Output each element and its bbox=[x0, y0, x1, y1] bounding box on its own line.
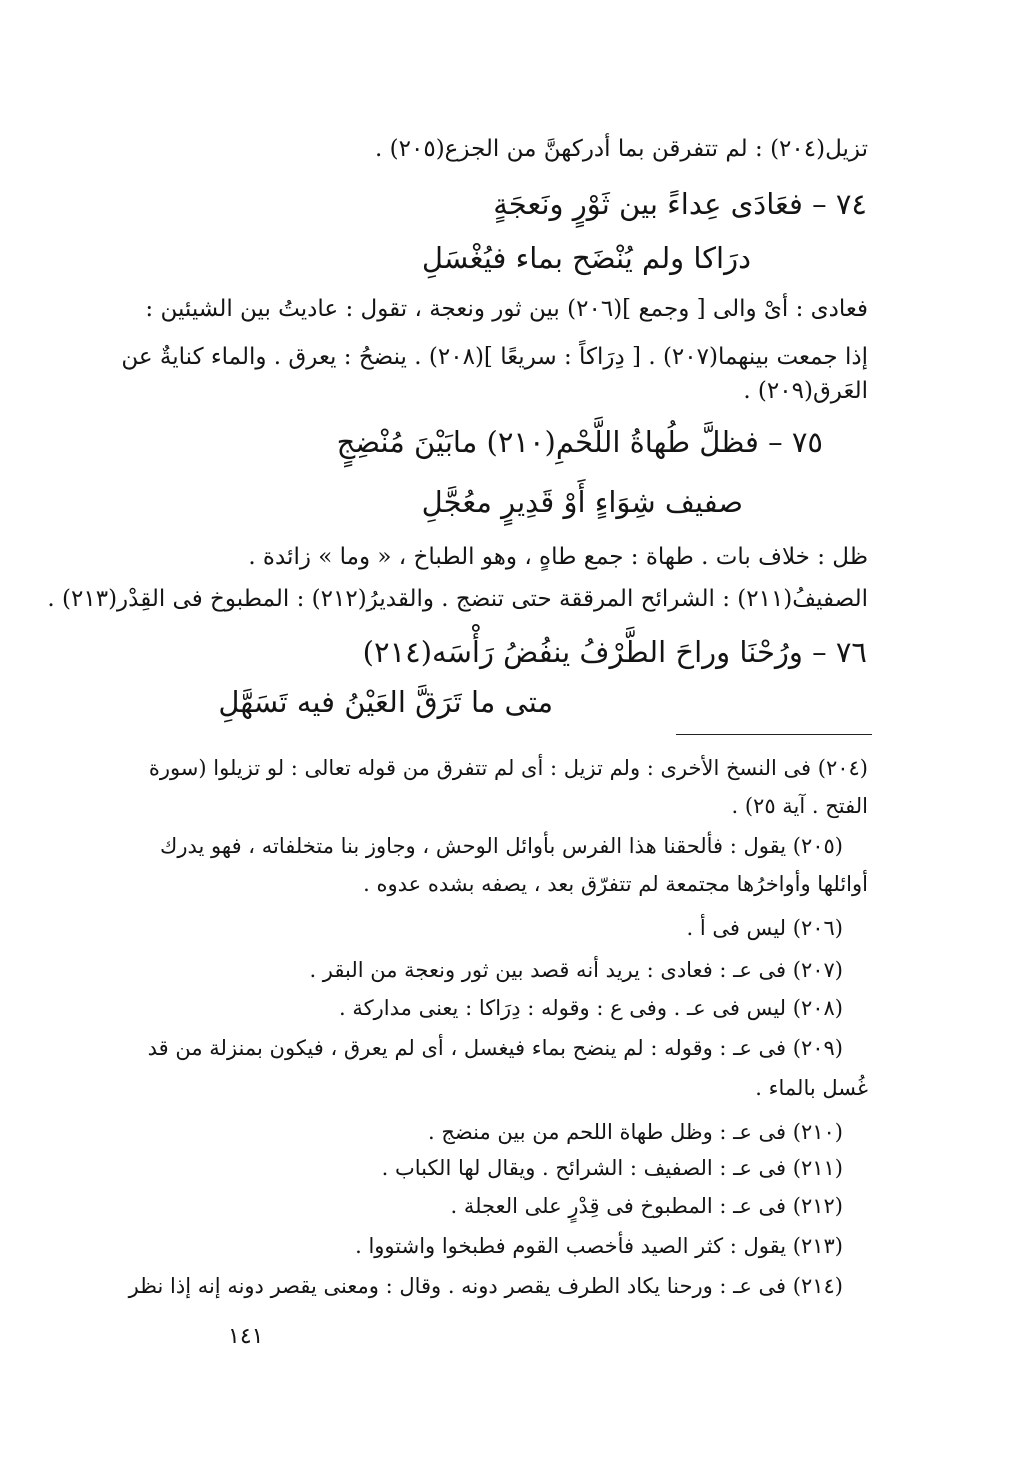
commentary-line: العَرق(٢٠٩) . bbox=[743, 378, 868, 404]
footnote-line: أوائلها وأواخرُها مجتمعة لم تتفرّق بعد ، يصفه بشده عدوه . bbox=[363, 872, 868, 896]
footnote-separator bbox=[676, 734, 872, 735]
footnote-line: (٢٠٦) ليس فى أ . bbox=[686, 916, 843, 940]
footnote-line: (٢١٢) فى عـ : المطبوخ فى قِدْرٍ على العجلة . bbox=[450, 1194, 843, 1218]
footnote-line: (٢١٠) فى عـ : وظل طهاة اللحم من بين منضج . bbox=[428, 1120, 843, 1144]
footnote-line: غُسل بالماء . bbox=[755, 1076, 868, 1100]
footnote-line: (٢١١) فى عـ : الصفيف : الشرائح . ويقال لها الكباب . bbox=[381, 1156, 843, 1180]
text-line: تزيل(٢٠٤) : لم تتفرقن بما أدركهنَّ من الجزع(٢٠٥) . bbox=[375, 136, 868, 162]
verse-74-first-hemistich: ٧٤ – فعَادَى عِداءً بين ثَوْرٍ ونَعجَةٍ bbox=[493, 187, 867, 221]
footnote-line: (٢٠٥) يقول : فألحقنا هذا الفرس بأوائل الوحش ، وجاوز بنا متخلفاته ، فهو يدرك bbox=[160, 834, 843, 858]
verse-74-second-hemistich: درَاكا ولم يُنْضَح بماء فيُغْسَلِ bbox=[421, 241, 751, 275]
verse-76-second-hemistich: متى ما تَرَقَّ العَيْنُ فيه تَسَهَّلِ bbox=[218, 685, 553, 719]
verse-76-first-hemistich: ٧٦ – ورُحْنَا وراحَ الطَّرْفُ ينفُضُ رَأْسَه(٢١٤) bbox=[362, 635, 867, 669]
footnote-line: (٢٠٤) فى النسخ الأخرى : ولم تزيل : أى لم تتفرق من قوله تعالى : لو تزيلوا (سورة bbox=[148, 756, 868, 780]
commentary-line: الصفيفُ(٢١١) : الشرائح المرققة حتى تنضج . والقديرُ(٢١٢) : المطبوخ فى القِدْر(٢١٣) . bbox=[47, 586, 868, 612]
footnote-line: (٢١٣) يقول : كثر الصيد فأخصب القوم فطبخوا واشتووا . bbox=[355, 1234, 843, 1258]
verse-75-first-hemistich: ٧٥ – فظلَّ طُهاةُ اللَّحْمِ(٢١٠) مابَيْنَ مُنْضِجٍ bbox=[336, 425, 823, 459]
footnote-line: (٢٠٩) فى عـ : وقوله : لم ينضح بماء فيغسل ، أى لم يعرق ، فيكون بمنزلة من قد bbox=[147, 1036, 843, 1060]
footnote-line: (٢١٤) فى عـ : ورحنا يكاد الطرف يقصر دونه . وقال : ومعنى يقصر دونه إنه إذا نظر bbox=[128, 1274, 843, 1298]
page-number: ١٤١ bbox=[228, 1324, 264, 1349]
commentary-line: فعادى : أىْ والى [ وجمع ](٢٠٦) بين ثور ونعجة ، تقول : عاديتُ بين الشيئين : bbox=[145, 296, 868, 322]
footnote-line: (٢٠٨) ليس فى عـ . وفى ع : وقوله : دِرَاكا : يعنى مداركة . bbox=[339, 996, 843, 1020]
commentary-line: إذا جمعت بينهما(٢٠٧) . [ دِرَاكاً : سريعًا ](٢٠٨) . ينضحُ : يعرق . والماء كنايةٌ عن bbox=[121, 344, 868, 370]
commentary-line: ظل : خلاف بات . طهاة : جمع طاهٍ ، وهو الطباخ ، « وما » زائدة . bbox=[248, 544, 868, 570]
footnote-line: (٢٠٧) فى عـ : فعادى : يريد أنه قصد بين ثور ونعجة من البقر . bbox=[309, 958, 843, 982]
footnote-line: الفتح . آية ٢٥) . bbox=[731, 794, 868, 818]
verse-75-second-hemistich: صفيف شِوَاءٍ أَوْ قَدِيرٍ معُجَّلِ bbox=[421, 485, 743, 519]
